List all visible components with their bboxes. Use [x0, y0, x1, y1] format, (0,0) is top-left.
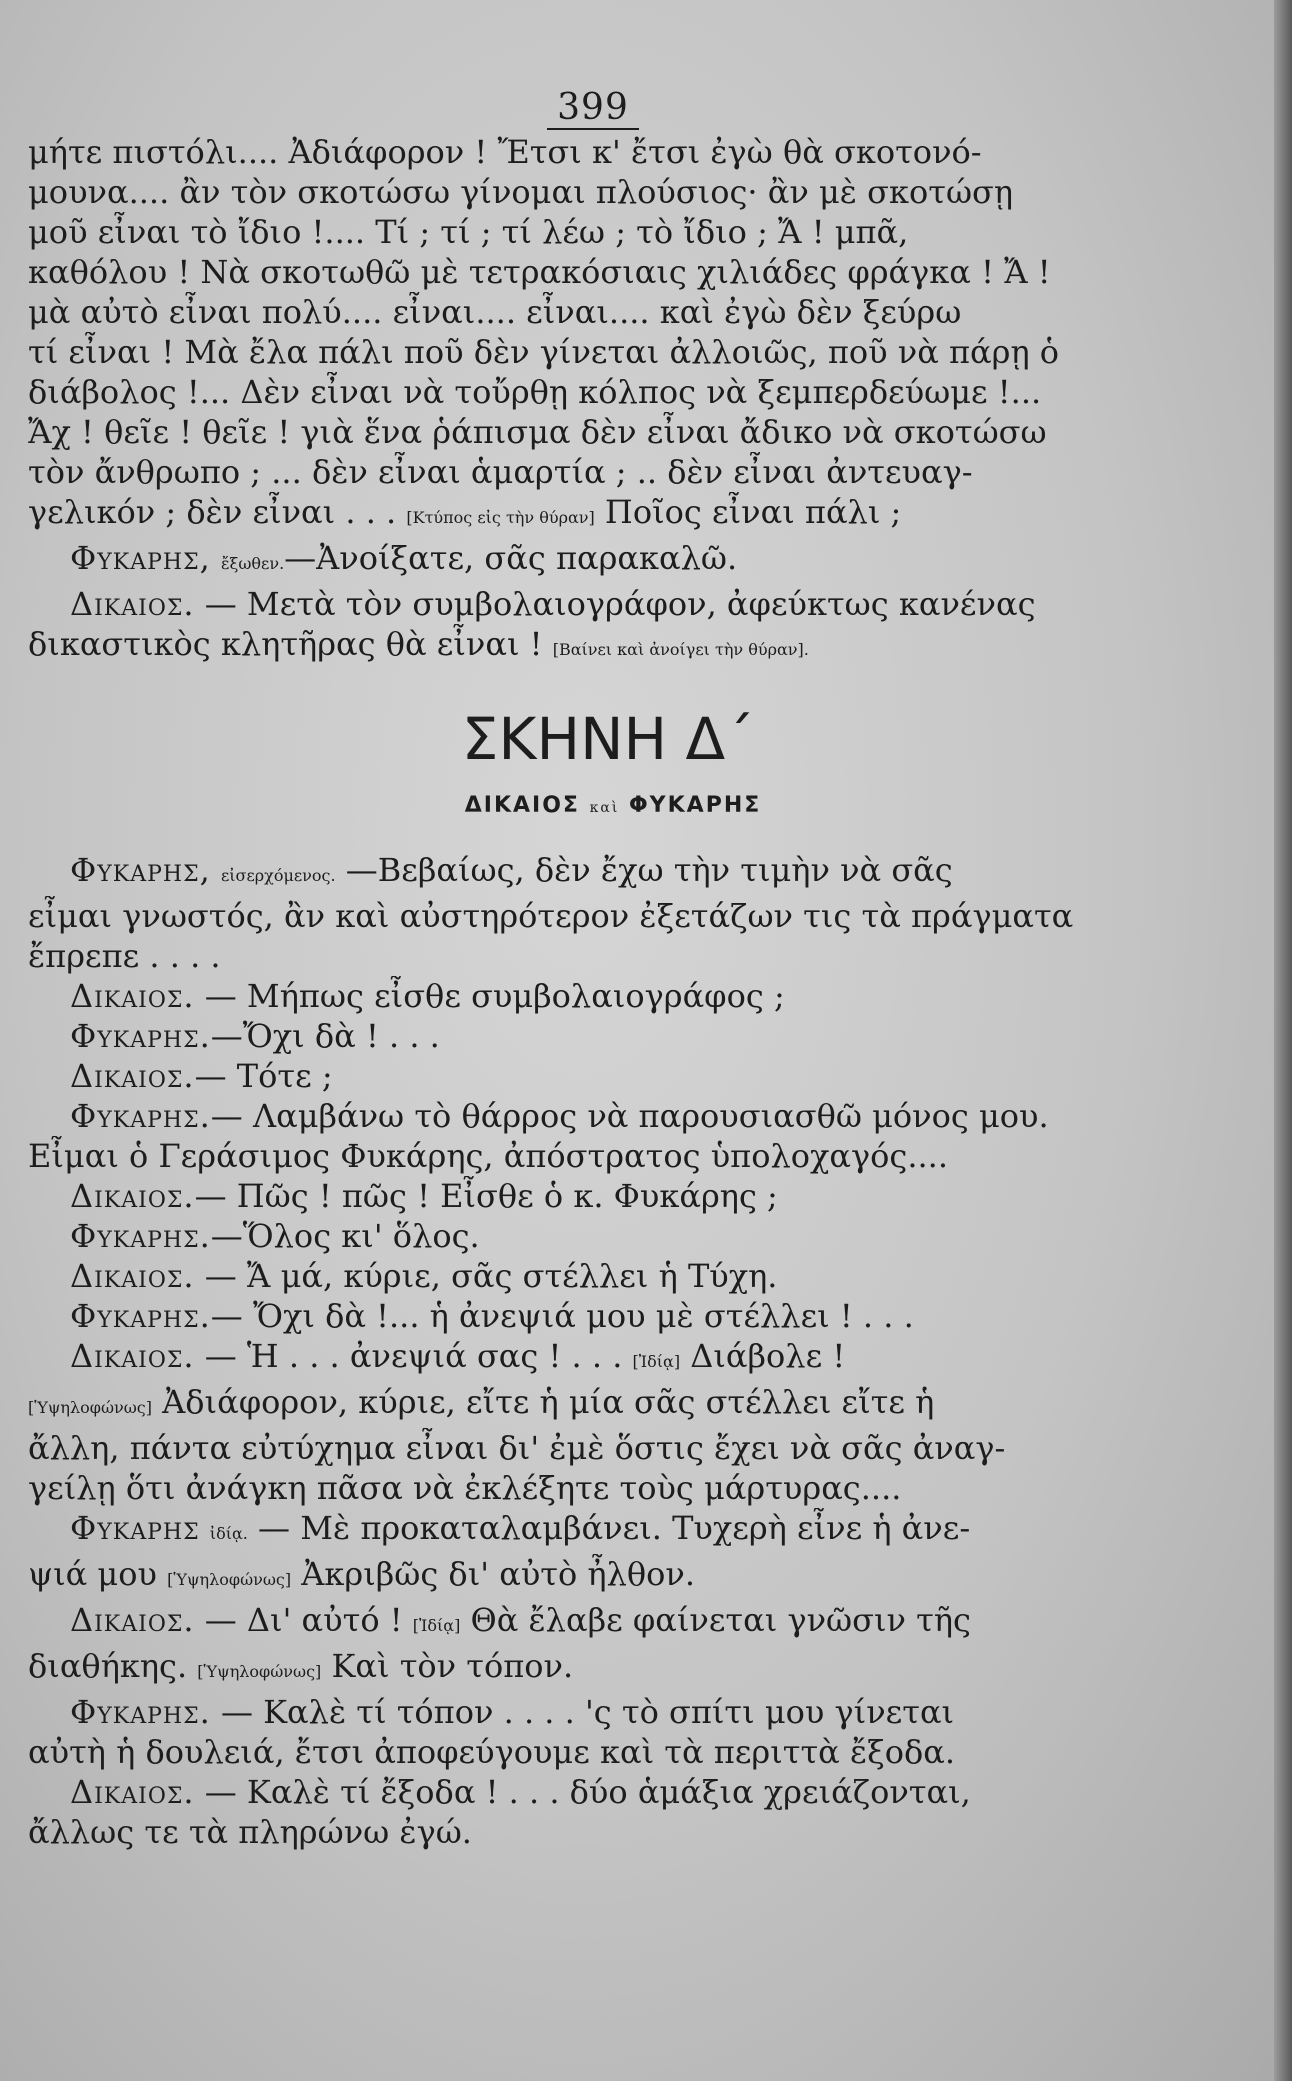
dialogue-line: Δικαιος. — Καλὲ τί ἔξοδα ! . . . δύο ἁμάξια χρειάζονται, — [70, 1773, 971, 1811]
dialogue-line: Φυκαρης. — Καλὲ τί τόπον . . . . 'ς τὸ σπίτι μου γίνεται — [70, 1693, 955, 1731]
stage-direction: ἔξωθεν. — [220, 554, 285, 573]
speaker-name: Φυκαρης. — [70, 1297, 211, 1335]
speaker-name: Δικαιος. — [70, 1257, 195, 1295]
stage-direction: [Ὑψηλοφώνως] — [28, 1398, 152, 1417]
text-line: αὐτὴ ἡ δουλειά, ἔτσι ἀποφεύγουμε καὶ τὰ περιττὰ ἔξοδα. — [28, 1733, 956, 1771]
dialogue-line: Δικαιος. — Δι' αὐτό ! [Ἰδίᾳ] Θὰ ἔλαβε φαίνεται γνῶσιν τῆς — [70, 1601, 971, 1639]
text-line: τί εἶναι ! Μὰ ἔλα πάλι ποῦ δὲν γίνεται ἀλλοιῶς, ποῦ νὰ πάρῃ ὁ — [28, 333, 1060, 371]
page-text — [28, 88, 1118, 1852]
dialogue-line: Δικαιος.— Τότε ; — [70, 1057, 333, 1095]
speaker-name: Φυκαρης. — [70, 1693, 211, 1731]
speaker-name: Φυκαρης. — [70, 1217, 211, 1255]
stage-direction: [Ἰδίᾳ] — [632, 1352, 681, 1371]
speaker-name: Φυκαρης, — [70, 539, 211, 577]
dialogue-line: Δικαιος. — Μετὰ τὸν συμβολαιογράφον, ἀφεύκτως κανένας — [70, 585, 1036, 623]
text-line: τὸν ἄνθρωπο ; ... δὲν εἶναι ἁμαρτία ; .. δὲν εἶναι ἀντευαγ- — [28, 453, 973, 491]
speaker-name: Φυκαρης, — [70, 851, 211, 889]
speaker-name: Δικαιος. — [70, 1601, 195, 1639]
dialogue-line: Φυκαρης.— Ὄχι δὰ !... ἡ ἀνεψιά μου μὲ στέλλει ! . . . — [70, 1297, 914, 1335]
text-line: μὰ αὐτὸ εἶναι πολύ.... εἶναι.... εἶναι.... καὶ ἐγὼ δὲν ξεύρω — [28, 293, 962, 331]
text-line: ἔπρεπε . . . . — [28, 937, 221, 975]
text-line: διάβολος !... Δὲν εἶναι νὰ τοὔρθῃ κόλπος νὰ ξεμπερδεύωμε !... — [28, 373, 1042, 411]
stage-direction: εἰσερχόμενος. — [220, 866, 336, 885]
stage-direction: [Ὑψηλοφώνως] — [167, 1570, 292, 1589]
text-line: ἄλλως τε τὰ πληρώνω ἐγώ. — [28, 1813, 472, 1851]
text-line: [Ὑψηλοφώνως] Ἀδιάφορον, κύριε, εἴτε ἡ μία σᾶς στέλλει εἴτε ἡ — [28, 1383, 935, 1421]
speaker-name: Δικαιος. — [70, 1337, 195, 1375]
scene-persons: ΔΙΚΑΙΟΣ καὶ ΦΥΚΑΡΗΣ — [464, 793, 762, 818]
dialogue-line: Δικαιος. — Μήπως εἶσθε συμβολαιογράφος ; — [70, 977, 785, 1015]
speaker-name: Φυκαρης. — [70, 1097, 211, 1135]
speaker-name: Δικαιος. — [70, 1057, 195, 1095]
dialogue-line: Φυκαρης ἰδίᾳ. — Μὲ προκαταλαμβάνει. Τυχερὴ εἶνε ἡ ἀνε- — [70, 1509, 971, 1547]
text-line: Ἄχ ! θεῖε ! θεῖε ! γιὰ ἕνα ῥάπισμα δὲν εἶναι ἄδικο νὰ σκοτώσω — [28, 413, 1047, 451]
text-line: μοῦ εἶναι τὸ ἴδιο !.... Τί ; τί ; τί λέω ; τὸ ἴδιο ; Ἄ ! μπᾶ, — [28, 213, 909, 251]
page-edge-shadow — [1274, 0, 1292, 2081]
page-number: 399 — [68, 88, 1118, 128]
stage-direction: [Βαίνει καὶ ἀνοίγει τὴν θύραν]. — [552, 640, 809, 659]
speaker-name: Δικαιος. — [70, 585, 195, 623]
stage-direction: ἰδίᾳ. — [209, 1524, 248, 1543]
dialogue-line: Δικαιος. — Ἄ μά, κύριε, σᾶς στέλλει ἡ Τύχη. — [70, 1257, 778, 1295]
stage-direction: [Κτύπος εἰς τὴν θύραν] — [406, 508, 595, 527]
text-line: εἶμαι γνωστός, ἂν καὶ αὐστηρότερον ἐξετάζων τις τὰ πράγματα — [28, 897, 1074, 935]
dialogue-line: Φυκαρης.— Λαμβάνω τὸ θάρρος νὰ παρουσιασθῶ μόνος μου. — [70, 1097, 1049, 1135]
stage-direction: [Ὑψηλοφώνως] — [197, 1662, 322, 1681]
dialogue-line: Δικαιος.— Πῶς ! πῶς ! Εἶσθε ὁ κ. Φυκάρης ; — [70, 1177, 778, 1215]
dialogue-line: Φυκαρης.—Ὅλος κι' ὅλος. — [70, 1217, 480, 1255]
speaker-name: Φυκαρης. — [70, 1017, 211, 1055]
speaker-name: Φυκαρης — [70, 1509, 200, 1547]
dialogue-line: Φυκαρης, εἰσερχόμενος. —Βεβαίως, δὲν ἔχω τὴν τιμὴν νὰ σᾶς — [70, 851, 953, 889]
dialogue-line: Φυκαρης.—Ὄχι δὰ ! . . . — [70, 1017, 440, 1055]
text-line: μουνα.... ἂν τὸν σκοτώσω γίνομαι πλούσιος· ἂν μὲ σκοτώσῃ — [28, 173, 1014, 211]
dialogue-line: Φυκαρης, ἔξωθεν.—Ἀνοίξατε, σᾶς παρακαλῶ. — [70, 539, 738, 577]
text-line: διαθήκης. [Ὑψηλοφώνως] Καὶ τὸν τόπον. — [28, 1647, 574, 1685]
text-line: γείλῃ ὅτι ἀνάγκη πᾶσα νὰ ἐκλέξητε τοὺς μάρτυρας.... — [28, 1469, 902, 1507]
dialogue-line: Δικαιος. — Ἡ . . . ἀνεψιά σας ! . . . [Ἰδίᾳ] Διάβολε ! — [70, 1337, 846, 1375]
text-line: ψιά μου [Ὑψηλοφώνως] Ἀκριβῶς δι' αὐτὸ ἦλθον. — [28, 1555, 696, 1593]
scene-title: ΣΚΗΝΗ Δ΄ — [461, 705, 755, 773]
text-line: ἄλλη, πάντα εὐτύχημα εἶναι δι' ἐμὲ ὅστις ἔχει νὰ σᾶς ἀναγ- — [28, 1429, 1006, 1467]
stage-direction: [Ἰδίᾳ] — [412, 1616, 461, 1635]
text-line: γελικόν ; δὲν εἶναι . . . [Κτύπος εἰς τὴν θύραν] Ποῖος εἶναι πάλι ; — [28, 493, 902, 531]
text-line: δικαστικὸς κλητῆρας θὰ εἶναι ! [Βαίνει καὶ ἀνοίγει τὴν θύραν]. — [28, 625, 809, 663]
speaker-name: Δικαιος. — [70, 1773, 195, 1811]
speaker-name: Δικαιος. — [70, 1177, 195, 1215]
text-line: Εἶμαι ὁ Γεράσιμος Φυκάρης, ἀπόστρατος ὑπολοχαγός.... — [28, 1137, 948, 1175]
text-line: καθόλου ! Νὰ σκοτωθῶ μὲ τετρακόσιαις χιλιάδες φράγκα ! Ἄ ! — [28, 253, 1051, 291]
speaker-name: Δικαιος. — [70, 977, 195, 1015]
text-line: μήτε πιστόλι.... Ἀδιάφορον ! Ἔτσι κ' ἔτσι ἐγὼ θὰ σκοτονό- — [28, 133, 982, 171]
